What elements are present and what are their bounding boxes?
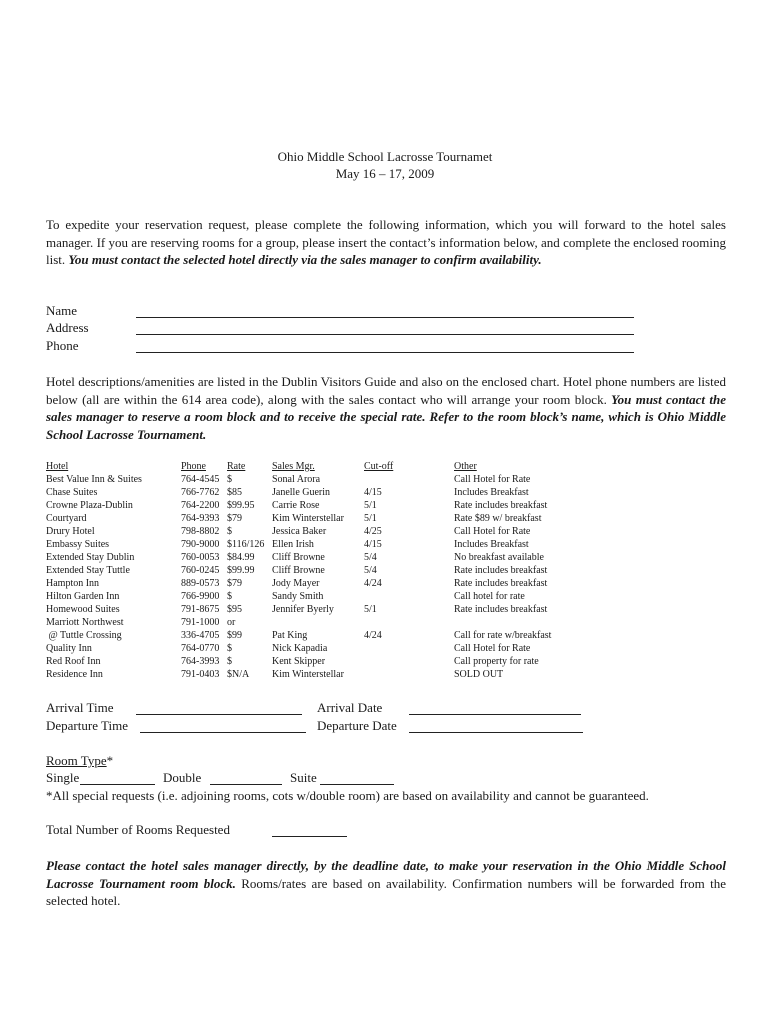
total-rooms-field[interactable] (272, 836, 347, 837)
cell-phone: 336-4705 (181, 630, 220, 641)
departure-time-field[interactable] (140, 732, 306, 733)
cell-rate: $85 (227, 487, 242, 498)
name-label: Name (46, 303, 78, 318)
cell-rate: $99 (227, 630, 242, 641)
cell-phone: 790-9000 (181, 539, 220, 550)
cell-phone: 791-8675 (181, 604, 220, 615)
cell-phone: 760-0245 (181, 565, 220, 576)
cell-rate: $ (227, 656, 232, 667)
table-row (46, 577, 604, 590)
cell-rate: $N/A (227, 669, 250, 680)
cell-hotel: Red Roof Inn (46, 656, 101, 667)
cell-hotel: Embassy Suites (46, 539, 110, 550)
table-row (46, 668, 604, 681)
cell-sales: Cliff Browne (272, 552, 325, 563)
cell-phone: 764-0770 (181, 643, 220, 654)
name-field[interactable] (136, 317, 634, 318)
document-title: Ohio Middle School Lacrosse Tournamet (277, 149, 493, 164)
cell-hotel: Extended Stay Tuttle (46, 565, 130, 576)
cell-cutoff (364, 642, 454, 655)
cell-cutoff: 5/1 (364, 513, 377, 524)
cell-other: Rate includes breakfast (454, 565, 548, 576)
cell-phone: 766-7762 (181, 487, 220, 498)
cell-other: Rate includes breakfast (454, 500, 548, 511)
special-requests-note: *All special requests (i.e. adjoining rooms, cots w/double room) are based on availability and cannot be guaranteed. (46, 788, 649, 803)
cell-rate: or (227, 617, 236, 628)
arrival-date-label: Arrival Date (317, 700, 383, 715)
cell-hotel: @ Tuttle Crossing (46, 630, 122, 641)
header-other: Other (454, 461, 477, 472)
cell-sales: Jessica Baker (272, 526, 327, 537)
hotel-info-emphasis: You must contact the sales manager to reserve a room block and to receive the special rate. Refer to the room block’s name, which is Ohio Middle School Lacrosse Tournament. (46, 391, 726, 442)
cell-hotel: Drury Hotel (46, 526, 95, 537)
cell-phone: 766-9900 (181, 591, 220, 602)
table-row (46, 525, 604, 538)
tournament-dates: May 16 – 17, 2009 (335, 166, 435, 181)
arrival-time-field[interactable] (136, 714, 302, 715)
cell-other: Rate includes breakfast (454, 578, 548, 589)
cell-rate: $99.99 (227, 565, 255, 576)
cell-other: Includes Breakfast (454, 539, 529, 550)
cell-cutoff: 4/15 (364, 539, 382, 550)
cell-hotel: Courtyard (46, 513, 87, 524)
cell-other (454, 616, 604, 629)
table-row (46, 616, 604, 629)
single-field[interactable] (80, 784, 155, 785)
hotel-info-paragraph (46, 373, 726, 443)
cell-other: Call Hotel for Rate (454, 643, 531, 654)
intro-text: To expedite your reservation request, please complete the following information, which you will forward to the hotel sales manager. If you are reserving rooms for a group, please insert the contact’s information below, and complete the enclosed rooming list. (46, 217, 726, 267)
closing-emphasis: Please contact the hotel sales manager directly, by the deadline date, to make your reservation in the Ohio Middle School Lacrosse Tournament room block. (46, 858, 726, 891)
cell-other: Call hotel for rate (454, 591, 525, 602)
cell-phone: 760-0053 (181, 552, 220, 563)
cell-cutoff (364, 655, 454, 668)
cell-rate: $ (227, 474, 232, 485)
cell-phone: 791-1000 (181, 617, 220, 628)
cell-hotel: Chase Suites (46, 487, 98, 498)
departure-date-field[interactable] (409, 732, 583, 733)
cell-rate: $79 (227, 578, 242, 589)
cell-other: Call Hotel for Rate (454, 526, 531, 537)
cell-other: SOLD OUT (454, 669, 504, 680)
cell-hotel: Extended Stay Dublin (46, 552, 135, 563)
cell-sales: Carrie Rose (272, 500, 320, 511)
cell-phone: 764-9393 (181, 513, 220, 524)
total-rooms-label: Total Number of Rooms Requested (46, 822, 230, 837)
table-row (46, 512, 604, 525)
double-label: Double (163, 770, 202, 785)
cell-phone: 764-3993 (181, 656, 220, 667)
hotel-table-header (46, 460, 604, 473)
cell-phone: 798-8802 (181, 526, 220, 537)
table-row (46, 564, 604, 577)
cell-sales: Sandy Smith (272, 591, 324, 602)
cell-hotel: Hilton Garden Inn (46, 591, 120, 602)
cell-cutoff: 5/4 (364, 552, 377, 563)
departure-date-label: Departure Date (317, 718, 397, 733)
cell-rate: $99.95 (227, 500, 255, 511)
cell-sales: Pat King (272, 630, 308, 641)
cell-sales: Nick Kapadia (272, 643, 328, 654)
header-rate: Rate (227, 461, 246, 472)
cell-other: Call property for rate (454, 656, 539, 667)
cell-sales: Cliff Browne (272, 565, 325, 576)
arrival-time-label: Arrival Time (46, 700, 114, 715)
cell-other: Includes Breakfast (454, 487, 529, 498)
hotel-table (46, 460, 604, 681)
single-label: Single (46, 770, 80, 785)
cell-cutoff (364, 616, 454, 629)
cell-rate: $95 (227, 604, 242, 615)
header-sales-mgr: Sales Mgr. (272, 461, 315, 472)
cell-hotel: Best Value Inn & Suites (46, 474, 142, 485)
cell-cutoff (364, 473, 454, 486)
address-field[interactable] (136, 334, 634, 335)
cell-hotel: Homewood Suites (46, 604, 120, 615)
cell-rate: $ (227, 643, 232, 654)
cell-rate: $ (227, 591, 232, 602)
double-field[interactable] (210, 784, 282, 785)
cell-phone: 764-2200 (181, 500, 220, 511)
cell-sales: Sonal Arora (272, 474, 321, 485)
header-hotel: Hotel (46, 461, 69, 472)
table-row (46, 551, 604, 564)
cell-other: Call for rate w/breakfast (454, 630, 552, 641)
cell-cutoff (364, 668, 454, 681)
cell-sales (272, 616, 364, 629)
cell-sales: Kent Skipper (272, 656, 326, 667)
cell-sales: Jody Mayer (272, 578, 320, 589)
intro-paragraph (46, 216, 726, 269)
room-type-heading: Room Type* (46, 753, 114, 768)
cell-cutoff: 4/24 (364, 630, 382, 641)
cell-cutoff: 5/1 (364, 604, 377, 615)
address-label: Address (46, 320, 89, 335)
cell-hotel: Crowne Plaza-Dublin (46, 500, 133, 511)
table-row (46, 499, 604, 512)
cell-phone: 889-0573 (181, 578, 220, 589)
table-row (46, 642, 604, 655)
table-row (46, 486, 604, 499)
cell-other: Call Hotel for Rate (454, 474, 531, 485)
phone-label: Phone (46, 338, 79, 353)
cell-hotel: Quality Inn (46, 643, 92, 654)
table-row (46, 655, 604, 668)
cell-cutoff: 5/4 (364, 565, 377, 576)
cell-sales: Jennifer Byerly (272, 604, 334, 615)
table-row (46, 538, 604, 551)
cell-cutoff: 4/25 (364, 526, 382, 537)
cell-hotel: Hampton Inn (46, 578, 100, 589)
cell-hotel: Marriott Northwest (46, 617, 124, 628)
cell-cutoff: 5/1 (364, 500, 377, 511)
cell-phone: 764-4545 (181, 474, 220, 485)
intro-emphasis: You must contact the selected hotel directly via the sales manager to confirm availability. (68, 252, 542, 267)
cell-hotel: Residence Inn (46, 669, 103, 680)
suite-field[interactable] (320, 784, 394, 785)
arrival-date-field[interactable] (409, 714, 581, 715)
cell-other: No breakfast available (454, 552, 544, 563)
cell-sales: Kim Winterstellar (272, 513, 344, 524)
closing-paragraph (46, 857, 726, 910)
cell-rate: $ (227, 526, 232, 537)
cell-cutoff: 4/24 (364, 578, 382, 589)
hotel-info-text: Hotel descriptions/amenities are listed in the Dublin Visitors Guide and also on the enclosed chart. Hotel phone numbers are listed below (all are within the 614 area code), along with the sales contact who will arrange your room block. (46, 374, 726, 407)
phone-field[interactable] (136, 352, 634, 353)
cell-sales: Janelle Guerin (272, 487, 331, 498)
cell-rate: $116/126 (227, 539, 265, 550)
header-phone: Phone (181, 461, 206, 472)
header-cutoff: Cut-off (364, 461, 394, 472)
suite-label: Suite (290, 770, 317, 785)
table-row (46, 590, 604, 603)
cell-other: Rate $89 w/ breakfast (454, 513, 542, 524)
table-row (46, 629, 604, 642)
cell-phone: 791-0403 (181, 669, 220, 680)
table-row (46, 473, 604, 486)
closing-text: Rooms/rates are based on availability. Confirmation numbers will be forwarded from the selected hotel. (46, 875, 726, 908)
cell-rate: $84.99 (227, 552, 255, 563)
table-row (46, 603, 604, 616)
cell-other: Rate includes breakfast (454, 604, 548, 615)
cell-cutoff (364, 590, 454, 603)
departure-time-label: Departure Time (46, 718, 128, 733)
cell-rate: $79 (227, 513, 242, 524)
cell-sales: Kim Winterstellar (272, 669, 344, 680)
cell-cutoff: 4/15 (364, 487, 382, 498)
cell-sales: Ellen Irish (272, 539, 314, 550)
